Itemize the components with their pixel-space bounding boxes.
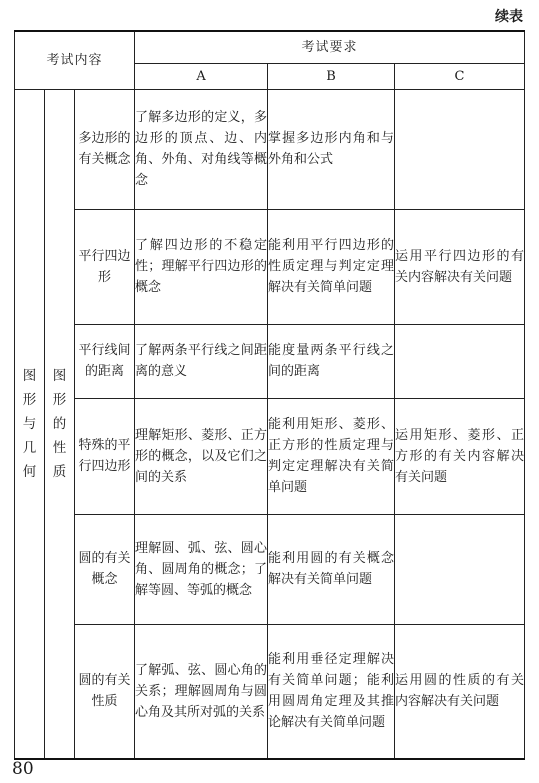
- level-c-cell: 运用矩形、菱形、正方形的有关内容解决有关问题: [395, 398, 525, 514]
- domain-char: 几: [22, 439, 37, 456]
- table-row: [15, 398, 525, 514]
- topic-cell: 多边形的有关概念: [75, 89, 135, 209]
- topic-cell: 平行四边形: [75, 209, 135, 324]
- level-b-cell: 能利用垂径定理解决有关简单问题；能利用圆周角定理及其推论解决有关简单问题: [268, 624, 395, 759]
- level-b-cell: 能利用圆的有关概念解决有关简单问题: [268, 514, 395, 624]
- subdomain-char: 性: [52, 439, 67, 456]
- table-row: [15, 514, 525, 624]
- subdomain-char: 质: [52, 463, 67, 480]
- subdomain-char: 的: [52, 415, 67, 432]
- table-row: [15, 324, 525, 398]
- level-b-cell: 能度量两条平行线之间的距离: [268, 324, 395, 398]
- domain-char: 图: [22, 367, 37, 384]
- header-exam-content: 考试内容: [15, 31, 135, 89]
- level-a-cell: 了解两条平行线之间距离的意义: [135, 324, 268, 398]
- topic-cell: 圆的有关性质: [75, 624, 135, 759]
- level-c-cell: [395, 324, 525, 398]
- level-c-cell: [395, 89, 525, 209]
- header-level-c: C: [395, 63, 525, 89]
- exam-requirements-table: [14, 30, 525, 760]
- level-a-cell: 理解圆、弧、弦、圆心角、圆周角的概念；了解等圆、等弧的概念: [135, 514, 268, 624]
- domain-char: 何: [22, 463, 37, 480]
- table-row: [15, 209, 525, 324]
- continued-label: 续表: [495, 9, 523, 25]
- level-a-cell: 理解矩形、菱形、正方形的概念，以及它们之间的关系: [135, 398, 268, 514]
- subdomain-cell: [45, 89, 75, 759]
- level-c-cell: [395, 514, 525, 624]
- level-b-cell: 能利用矩形、菱形、正方形的性质定理与判定定理解决有关简单问题: [268, 398, 395, 514]
- level-a-cell: 了解四边形的不稳定性；理解平行四边形的概念: [135, 209, 268, 324]
- level-a-cell: 了解多边形的定义，多边形的顶点、边、内角、外角、对角线等概念: [135, 89, 268, 209]
- domain-cell: [15, 89, 45, 759]
- table-row: [15, 624, 525, 759]
- domain-char: 形: [22, 391, 37, 408]
- subdomain-char: 形: [52, 391, 67, 408]
- subdomain-char: 图: [52, 367, 67, 384]
- topic-cell: 平行线间的距离: [75, 324, 135, 398]
- level-a-cell: 了解弧、弦、圆心角的关系；理解圆周角与圆心角及其所对弧的关系: [135, 624, 268, 759]
- domain-char: 与: [22, 415, 37, 432]
- table-row: [15, 89, 525, 209]
- header-exam-requirements: 考试要求: [135, 31, 525, 63]
- topic-cell: 圆的有关概念: [75, 514, 135, 624]
- level-b-cell: 掌握多边形内角和与外角和公式: [268, 89, 395, 209]
- header-level-a: A: [135, 63, 268, 89]
- header-level-b: B: [268, 63, 395, 89]
- topic-cell: 特殊的平行四边形: [75, 398, 135, 514]
- level-c-cell: 运用平行四边形的有关内容解决有关问题: [395, 209, 525, 324]
- page-number: 80: [12, 759, 34, 779]
- level-b-cell: 能利用平行四边形的性质定理与判定定理解决有关简单问题: [268, 209, 395, 324]
- level-c-cell: 运用圆的性质的有关内容解决有关问题: [395, 624, 525, 759]
